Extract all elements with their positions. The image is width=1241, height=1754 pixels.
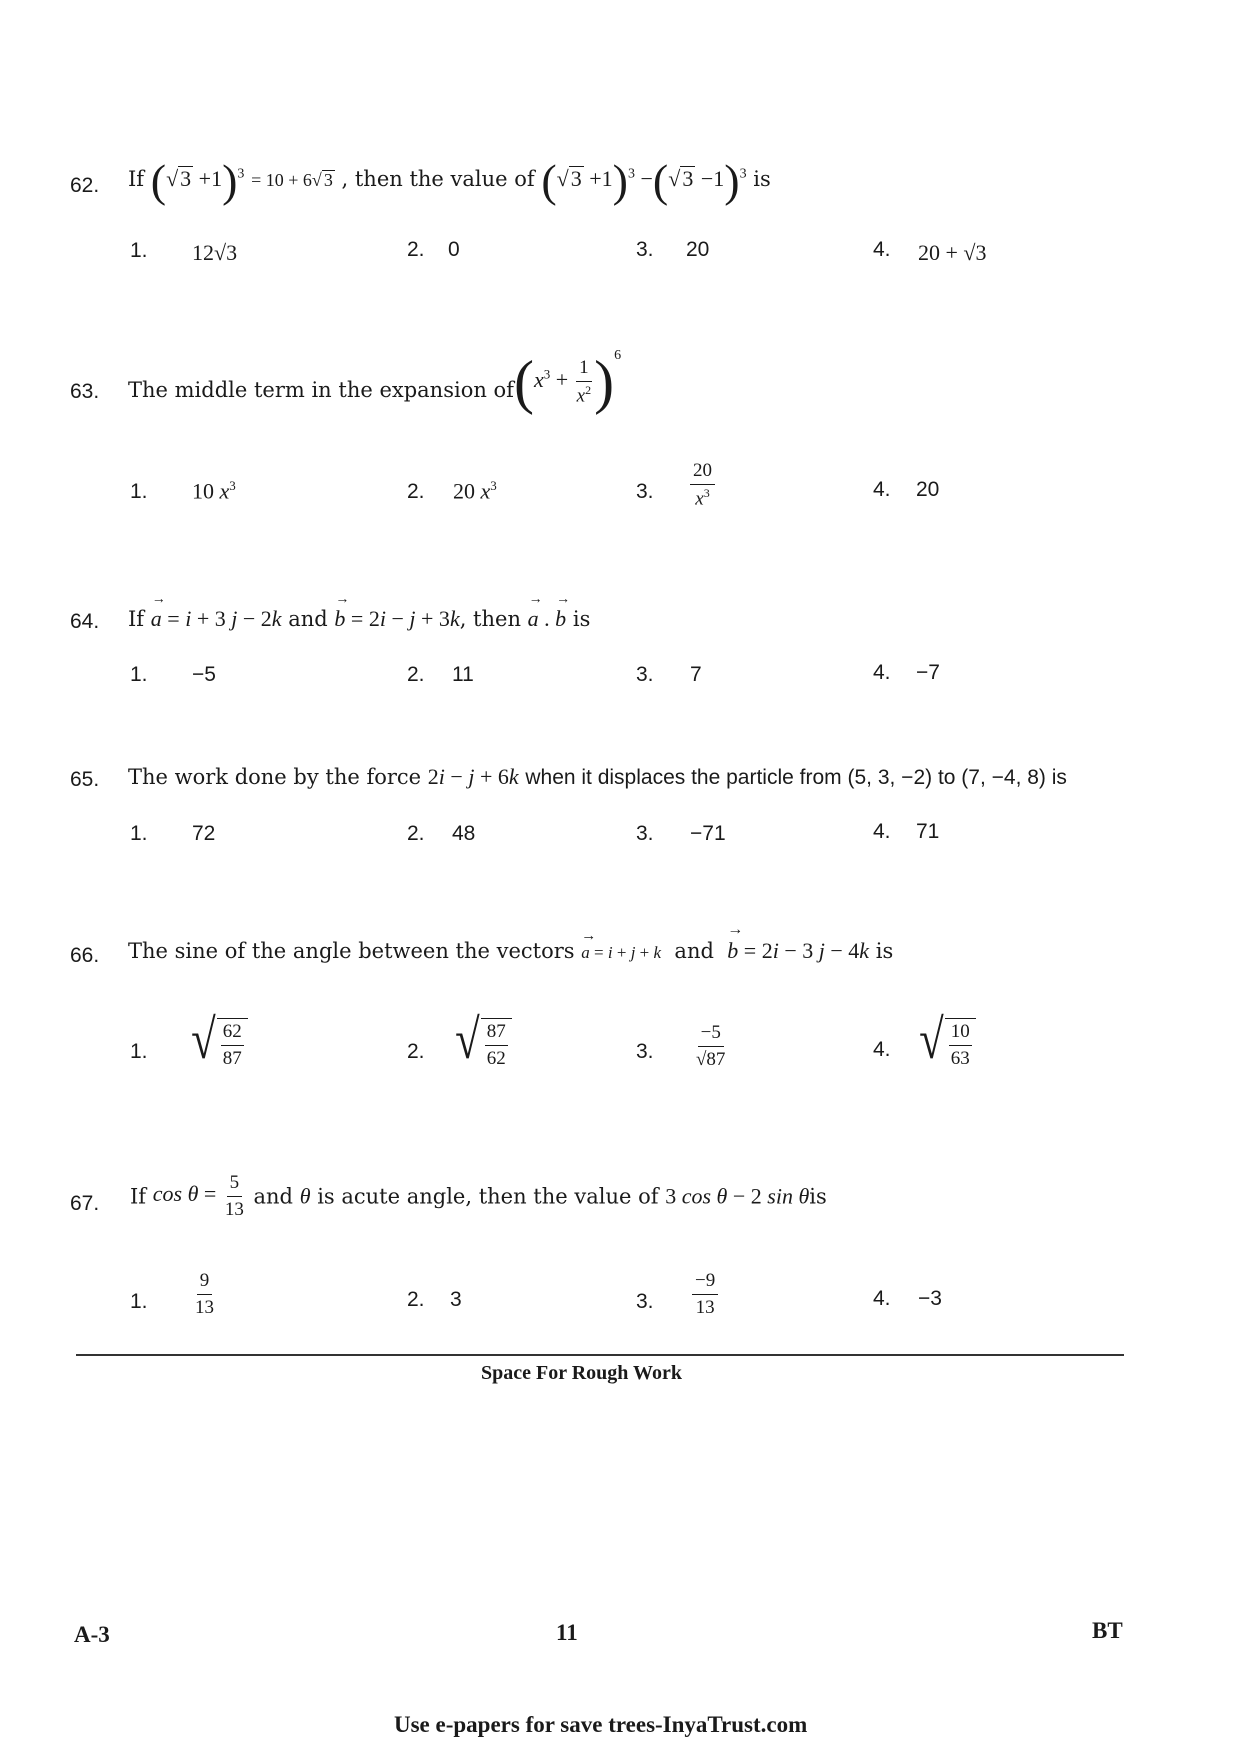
question-67-and: and [253, 1184, 294, 1209]
q62-option-1-number: 1. [130, 239, 148, 262]
q63-option-2-number: 2. [407, 480, 425, 503]
question-number-65: 65. [70, 768, 100, 791]
question-62-expression: $(√3 +1)^3 -(√3 -1)^3$ [541, 155, 747, 206]
q62-option-4-value: 20 + √3 [918, 240, 987, 265]
question-67-is: is [809, 1184, 827, 1209]
question-number-63: 63. [70, 380, 100, 403]
q67-option-3-number: 3. [636, 1290, 654, 1313]
question-66-and: and [674, 939, 714, 963]
q63-option-1-number: 1. [130, 480, 148, 503]
q64-option-3-number: 3. [636, 663, 654, 686]
question-62-if: If [128, 167, 145, 192]
q67-option-2-number: 2. [407, 1288, 425, 1311]
question-67-if: If [130, 1184, 147, 1209]
q63-option-4-number: 4. [873, 478, 891, 501]
question-66-is: is [875, 939, 894, 963]
q62-option-2-value: 0 [448, 238, 460, 261]
question-65-text-a: The work done by the force [128, 765, 422, 789]
vector-a-definition: a → = i + 3 j − 2k [150, 592, 282, 631]
question-65-stem [128, 764, 1067, 790]
q67-option-4-number: 4. [873, 1287, 891, 1310]
q64-option-1-value: −5 [192, 663, 216, 686]
question-62-is: is [753, 167, 771, 192]
rough-work-divider [76, 1354, 1124, 1356]
question-64-stem [128, 592, 591, 632]
q65-option-1-value: 72 [192, 822, 216, 845]
q65-option-2-value: 48 [452, 822, 476, 845]
question-62-stem [128, 155, 771, 206]
q67-option-4-value: −3 [918, 1287, 942, 1310]
footer-watermark: Use e-papers for save trees-InyaTrust.com [394, 1712, 808, 1737]
question-64-is: is [572, 607, 591, 631]
q67-option-2-value: 3 [450, 1288, 462, 1311]
dot-product-expression: a → . b → [527, 592, 571, 631]
q64-option-4-value: −7 [916, 661, 940, 684]
q65-option-3-number: 3. [636, 822, 654, 845]
q64-option-3-value: 7 [690, 663, 702, 686]
q65-option-4-value: 71 [916, 820, 940, 843]
question-63-expression: ($x^3$ + $\frac{1}{x^2}$ )$^6$ [514, 347, 622, 415]
cos-theta-definition: cos θ = $\frac{5}{13}$ [152, 1172, 244, 1220]
q66-option-3-number: 3. [636, 1040, 654, 1063]
q65-option-2-number: 2. [407, 822, 425, 845]
question-67-acute: is acute angle, then the value of [317, 1184, 659, 1209]
q65-option-1-number: 1. [130, 822, 148, 845]
q67-option-1-value: $\frac{9}{13}$ [195, 1270, 214, 1318]
q63-option-4-value: 20 [916, 478, 940, 501]
q67-option-3-value: $\frac{-9}{13}$ [692, 1270, 718, 1319]
question-67-stem [130, 1172, 827, 1221]
question-number-62: 62. [70, 174, 100, 197]
theta-symbol: θ [299, 1183, 311, 1209]
q62-option-3-number: 3. [636, 238, 654, 261]
q63-option-3-number: 3. [636, 480, 654, 503]
q62-option-1-value: 12√3 [192, 240, 238, 265]
q62-option-3-value: 20 [686, 238, 710, 261]
q64-option-4-number: 4. [873, 661, 891, 684]
q67-option-1-number: 1. [130, 1290, 148, 1313]
q66-option-3-value: $\frac{-5}{√87}$ [696, 1022, 726, 1070]
q66-option-2-number: 2. [407, 1040, 425, 1063]
q64-option-2-number: 2. [407, 663, 425, 686]
q65-option-3-value: −71 [690, 822, 726, 845]
question-62-then: , then the value of [341, 167, 535, 192]
q64-option-2-value: 11 [452, 663, 474, 686]
q65-option-4-number: 4. [873, 820, 891, 843]
question-64-if: If [128, 607, 145, 631]
question-66-text-a: The sine of the angle between the vectors [128, 939, 575, 963]
question-64-then: , then [459, 607, 521, 631]
rough-work-label: Space For Rough Work [481, 1362, 682, 1384]
vector-b-definition: b → = 2i − j + 3k [334, 592, 460, 631]
force-vector: 2i − j + 6k [427, 764, 519, 789]
question-number-67: 67. [70, 1192, 100, 1215]
expression-67: 3 cos θ − 2 sin θ [665, 1183, 810, 1209]
q66-option-4-number: 4. [873, 1038, 891, 1061]
question-65-text-b: when it displaces the particle from (5, 3, −2) to (7, −4, 8) is [525, 766, 1067, 789]
question-63-text: The middle term in the expansion of [128, 378, 514, 402]
q64-option-1-number: 1. [130, 663, 148, 686]
q62-option-2-number: 2. [407, 238, 425, 261]
q63-option-1-value: 10 $x^3$ [192, 478, 236, 504]
q63-option-3-value: $\frac{20}{x^3}$ [690, 460, 715, 510]
footer-subject-code: BT [1092, 1618, 1123, 1643]
q66-option-4-value: √ $\frac{10}{63}$ [916, 1012, 976, 1070]
question-66-stem [128, 921, 894, 964]
question-number-64: 64. [70, 610, 100, 633]
q66-option-2-value: √ $\frac{87}{62}$ [452, 1012, 512, 1070]
footer-page-number: 11 [556, 1620, 578, 1645]
question-62-eq: = 10 + 6√ 3 [251, 170, 333, 191]
q63-option-2-value: 20 $x^3$ [453, 478, 497, 504]
vector-a-66: a → = i + j + k [581, 928, 662, 962]
question-number-66: 66. [70, 944, 100, 967]
vector-b-66: b → = 2i − 3 j − 4k [727, 921, 870, 963]
footer-booklet-code: A-3 [74, 1622, 110, 1647]
q62-option-4-number: 4. [873, 238, 891, 261]
question-64-and: and [288, 607, 328, 631]
q66-option-1-value: √ $\frac{62}{87}$ [188, 1012, 248, 1070]
question-62-lhs: $(√3 +1)^3$ [150, 155, 245, 206]
q66-option-1-number: 1. [130, 1040, 148, 1063]
